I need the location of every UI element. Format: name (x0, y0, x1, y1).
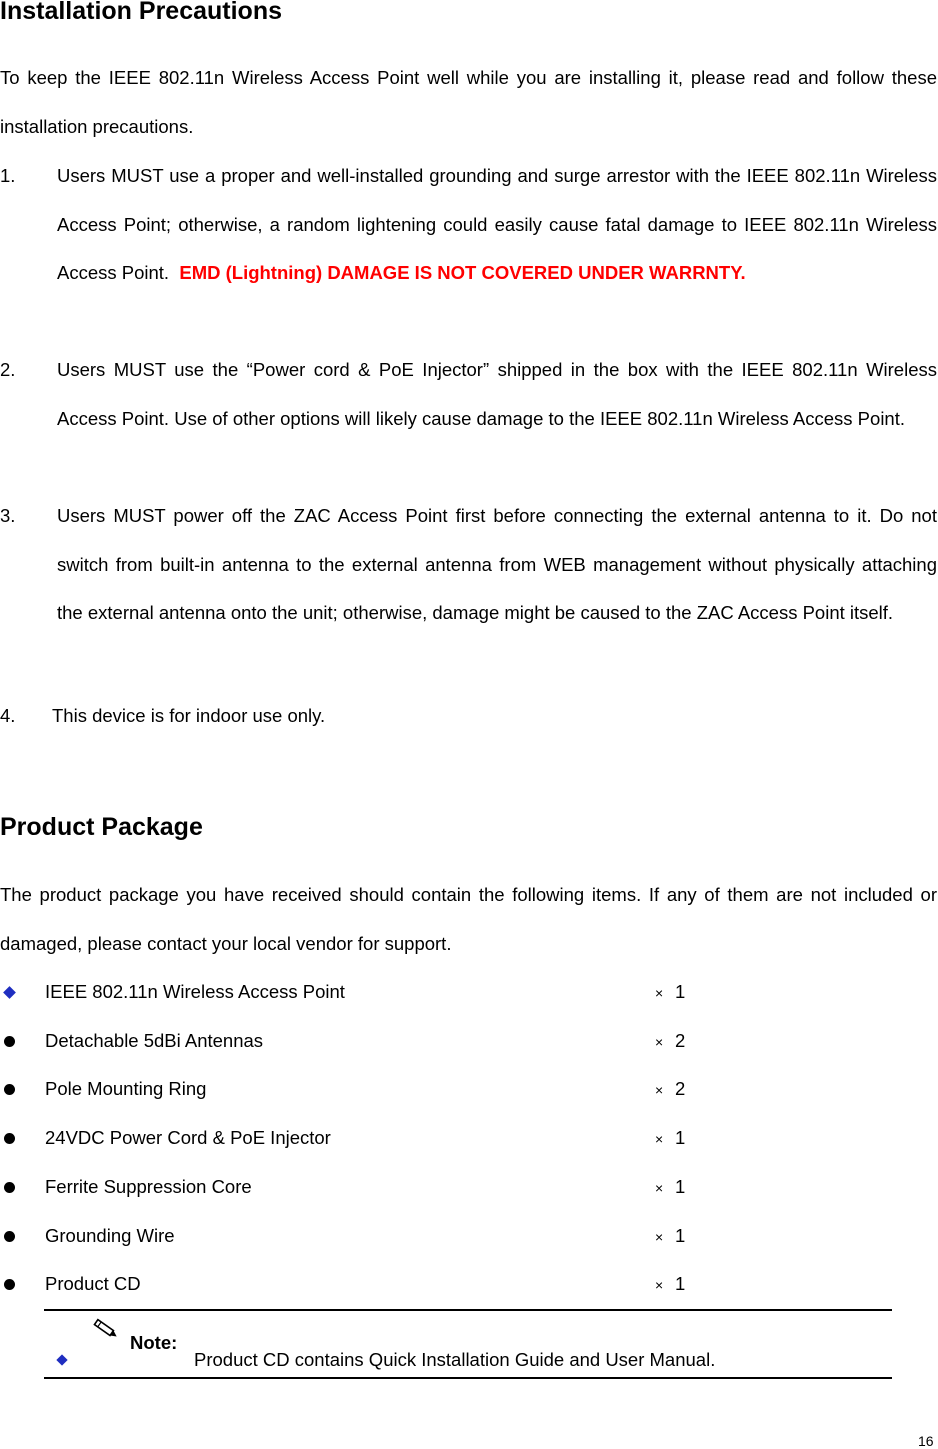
pencil-icon (92, 1316, 120, 1342)
package-item-qty: × 2 (655, 1026, 685, 1057)
package-item-name: Product CD (45, 1273, 141, 1294)
section-title-product-package: Product Package (0, 813, 203, 841)
precaution-text: Users MUST use the “Power cord & PoE Injector” shipped in the box with the IEEE 802.11n Wireless Access Point. Use of other options will likely cause damage to the IEEE 802.11n Wireless Access Point. (57, 359, 937, 429)
package-item (0, 977, 720, 1007)
bullet-icon (3, 986, 16, 999)
precaution-number: 4. (0, 705, 16, 726)
package-item-name: Pole Mounting Ring (45, 1078, 207, 1099)
package-intro: The product package you have received should contain the following items. If any of them are not included or damaged, please contact your local vendor for support. (0, 884, 937, 954)
precaution-number: 3. (0, 505, 16, 526)
note-label: Note: (130, 1332, 178, 1353)
package-item-name: IEEE 802.11n Wireless Access Point (45, 981, 345, 1002)
precaution-item-2 (0, 346, 937, 443)
bullet-icon (4, 1231, 15, 1242)
times-symbol: × (655, 1082, 664, 1098)
package-item (0, 1074, 720, 1104)
times-symbol: × (655, 1131, 664, 1147)
bullet-icon (4, 1133, 15, 1144)
package-item-qty: × 1 (655, 1172, 685, 1203)
page-number: 16 (918, 1433, 934, 1449)
package-item (0, 1269, 720, 1299)
precaution-item-1 (0, 152, 937, 298)
package-item-qty: × 1 (655, 1221, 685, 1252)
bullet-icon (4, 1279, 15, 1290)
warning-text: EMD (Lightning) DAMAGE IS NOT COVERED UNDER WARRNTY. (179, 262, 746, 283)
package-item-name: 24VDC Power Cord & PoE Injector (45, 1127, 331, 1148)
package-item (0, 1026, 720, 1056)
section-title-installation-precautions: Installation Precautions (0, 0, 283, 25)
package-item-qty: × 1 (655, 1269, 685, 1300)
package-item (0, 1172, 720, 1202)
note-top-divider (44, 1309, 892, 1311)
package-item-name: Detachable 5dBi Antennas (45, 1030, 264, 1051)
note-bottom-divider (44, 1377, 892, 1379)
precaution-number: 2. (0, 359, 16, 380)
package-item (0, 1221, 720, 1251)
bullet-icon (4, 1182, 15, 1193)
times-symbol: × (655, 1180, 664, 1196)
package-item-name: Ferrite Suppression Core (45, 1176, 252, 1197)
package-item-name: Grounding Wire (45, 1225, 175, 1246)
times-symbol: × (655, 1229, 664, 1245)
precaution-text: Users MUST use a proper and well-installed grounding and surge arrestor with the IEEE 802.11n Wireless Access Point; otherwise, a random lightening could easily cause fatal damage to IEEE 802.11n Wireless Access Point. EMD (Lightning) DAMAGE IS NOT COVERED UNDER WARRNTY. (57, 165, 937, 283)
package-item-qty: × 2 (655, 1074, 685, 1105)
times-symbol: × (655, 1277, 664, 1293)
times-symbol: × (655, 1034, 664, 1050)
bullet-icon (4, 1036, 15, 1047)
package-item-qty: × 1 (655, 977, 685, 1008)
precaution-text: Users MUST power off the ZAC Access Point first before connecting the external antenna to it. Do not switch from built-in antenna to the external antenna from WEB management without physically attaching the external antenna onto the unit; otherwise, damage might be caused to the ZAC Access Point itself. (57, 505, 937, 623)
precaution-text: This device is for indoor use only. (52, 705, 326, 726)
note-bullet-icon (56, 1354, 67, 1365)
bullet-icon (4, 1084, 15, 1095)
precaution-item-3 (0, 492, 937, 638)
installation-intro: To keep the IEEE 802.11n Wireless Access Point well while you are installing it, please read and follow these installation precautions. (0, 67, 937, 137)
times-symbol: × (655, 985, 664, 1001)
package-item (0, 1123, 720, 1153)
note-text: Product CD contains Quick Installation Guide and User Manual. (194, 1349, 716, 1370)
precaution-number: 1. (0, 165, 16, 186)
package-item-qty: × 1 (655, 1123, 685, 1154)
